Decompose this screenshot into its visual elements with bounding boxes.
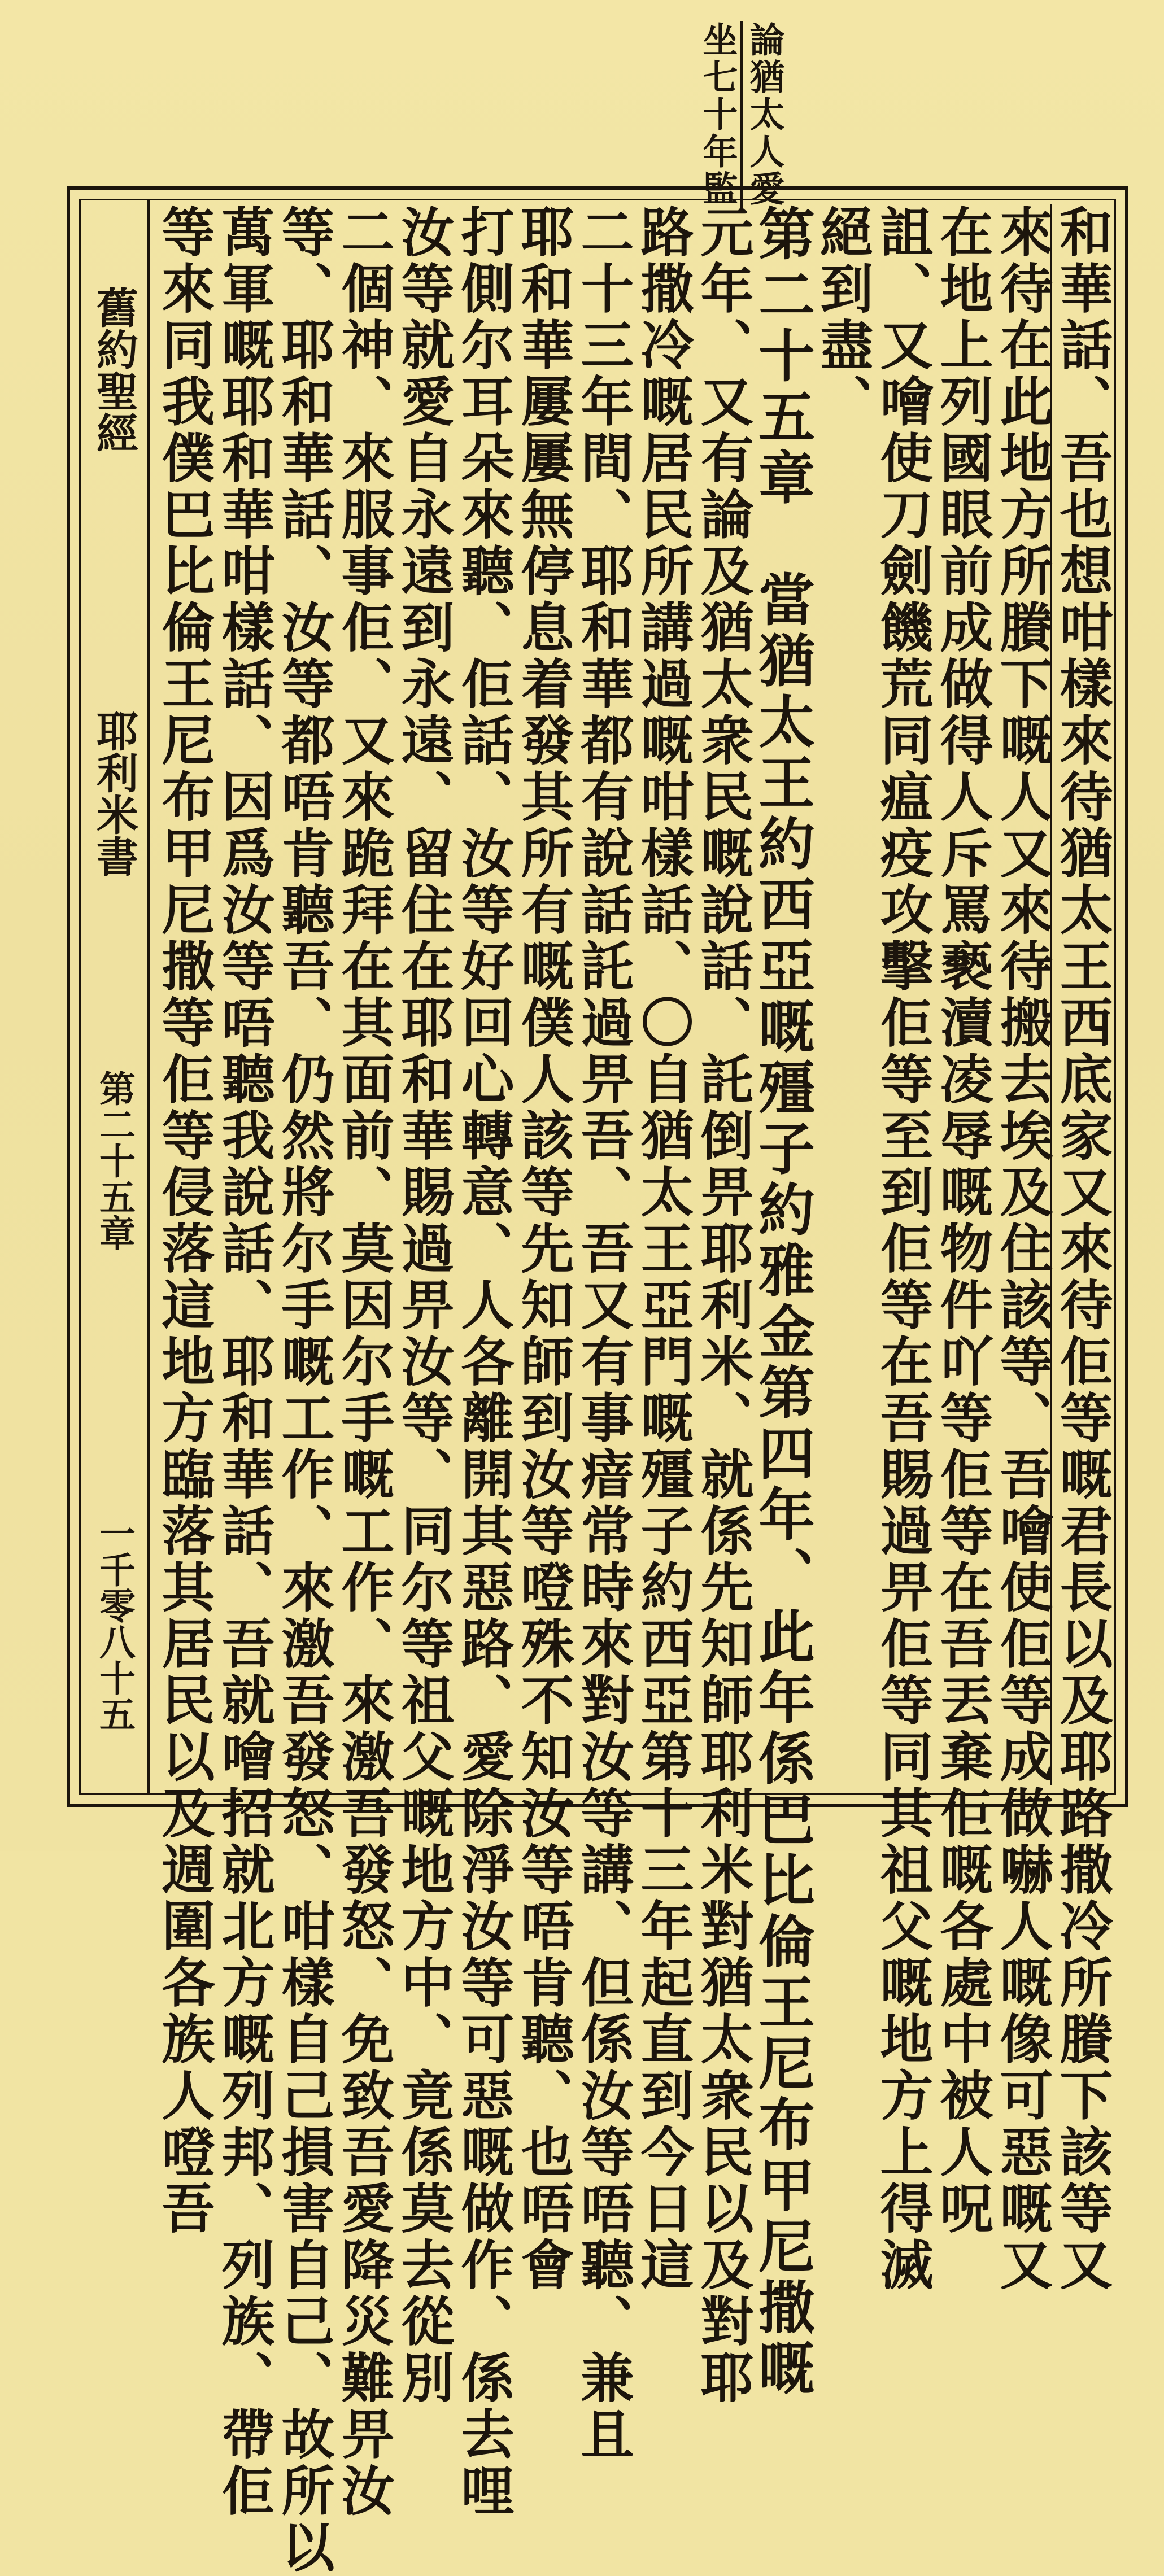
text-column-4: 詛、又噲使刀劍饑荒同瘟疫攻擊佢等至到佢等在吾賜過畀佢等同其祖父嘅地方上得滅: [871, 204, 933, 2294]
text-column-7: 元年、又有論及猶太衆民嘅說話、託倒畀耶利米、就係先知師耶利米對猶太衆民以及對耶: [691, 204, 753, 2407]
text-column-5: 絕到盡、: [811, 204, 873, 430]
book-title: 耶利米書: [90, 710, 138, 877]
text-column-14: 等、耶和華話、汝等都唔肯聽吾、仍然將尔手嘅工作、來激吾發怒、咁樣自己損害自己、故所以: [272, 204, 334, 2576]
text-column-2: 來待在此地方所賸下嘅人又來待搬去埃及住該等、吾噲使佢等成做嚇人嘅像可惡嘅又: [991, 204, 1053, 2294]
text-column-1: 和華話、吾也想咁樣來待猶太王西底家又來待佢等嘅君長以及耶路撒冷所賸下該等又: [1050, 204, 1113, 2294]
text-column-8: 路撒冷嘅居民所講過嘅咁樣話、〇自猶太王亞門嘅殭子約西亞第十三年起直到今日這: [631, 204, 694, 2294]
chapter-label: 第二十五章: [93, 1070, 136, 1251]
running-head: [81, 200, 150, 1793]
page-number: 一千零八十五: [93, 1515, 136, 1732]
text-column-11: 打側尔耳朵來聽、佢話、汝等好回心轉意、人各離開其惡路、愛除淨汝等可惡嘅做作、係去哩: [452, 204, 514, 2520]
book-name: 舊約聖經: [90, 286, 138, 453]
marginal-note-line-1: 論猶太人愛: [740, 21, 784, 208]
chapter-heading-column: 第二十五章 當猶太王約西亞嘅殭子約雅金第四年、此年係巴比倫王尼布甲尼撒嘅: [749, 204, 816, 2400]
bleed-through-text: [486, 25, 523, 58]
text-column-16: 等來同我僕巴比倫王尼布甲尼撒等佢等侵落這地方臨落其居民以及週圍各族人噔吾: [152, 204, 215, 2237]
text-column-15: 萬軍嘅耶和華咁樣話、因爲汝等唔聽我說話、耶和華話、吾就噲招就北方嘅列邦、列族、帶佢: [212, 204, 274, 2520]
top-marginal-note: [697, 21, 784, 208]
bleed-through-column-1: [486, 25, 523, 58]
text-column-13: 二個神、來服事佢、又來跪拜在其面前、莫因尔手嘅工作、來激吾發怒、免致吾愛降災難畀汝: [332, 204, 394, 2520]
text-column-3: 在地上列國眼前成做得人斥罵褻瀆凌辱嘅物件吖等佢等在吾丟棄佢嘅各處中被人呪: [931, 204, 993, 2237]
text-column-9: 二十三年間、耶和華都有說話託過畀吾、吾又有事瘖常時來對汝等講、但係汝等唔聽、兼且: [572, 204, 634, 2463]
marginal-note-line-2: 坐七十年監: [697, 21, 738, 208]
text-column-10: 耶和華屢屢無停息着發其所有嘅僕人該等先知師到汝等噔殊不知汝等唔肯聽、也唔會: [512, 204, 574, 2294]
text-column-12: 汝等就愛自永遠到永遠、留住在耶和華賜過畀汝等、同尔等祖父嘅地方中、竟係莫去從別: [392, 204, 454, 2407]
body-text: [151, 204, 1113, 2576]
